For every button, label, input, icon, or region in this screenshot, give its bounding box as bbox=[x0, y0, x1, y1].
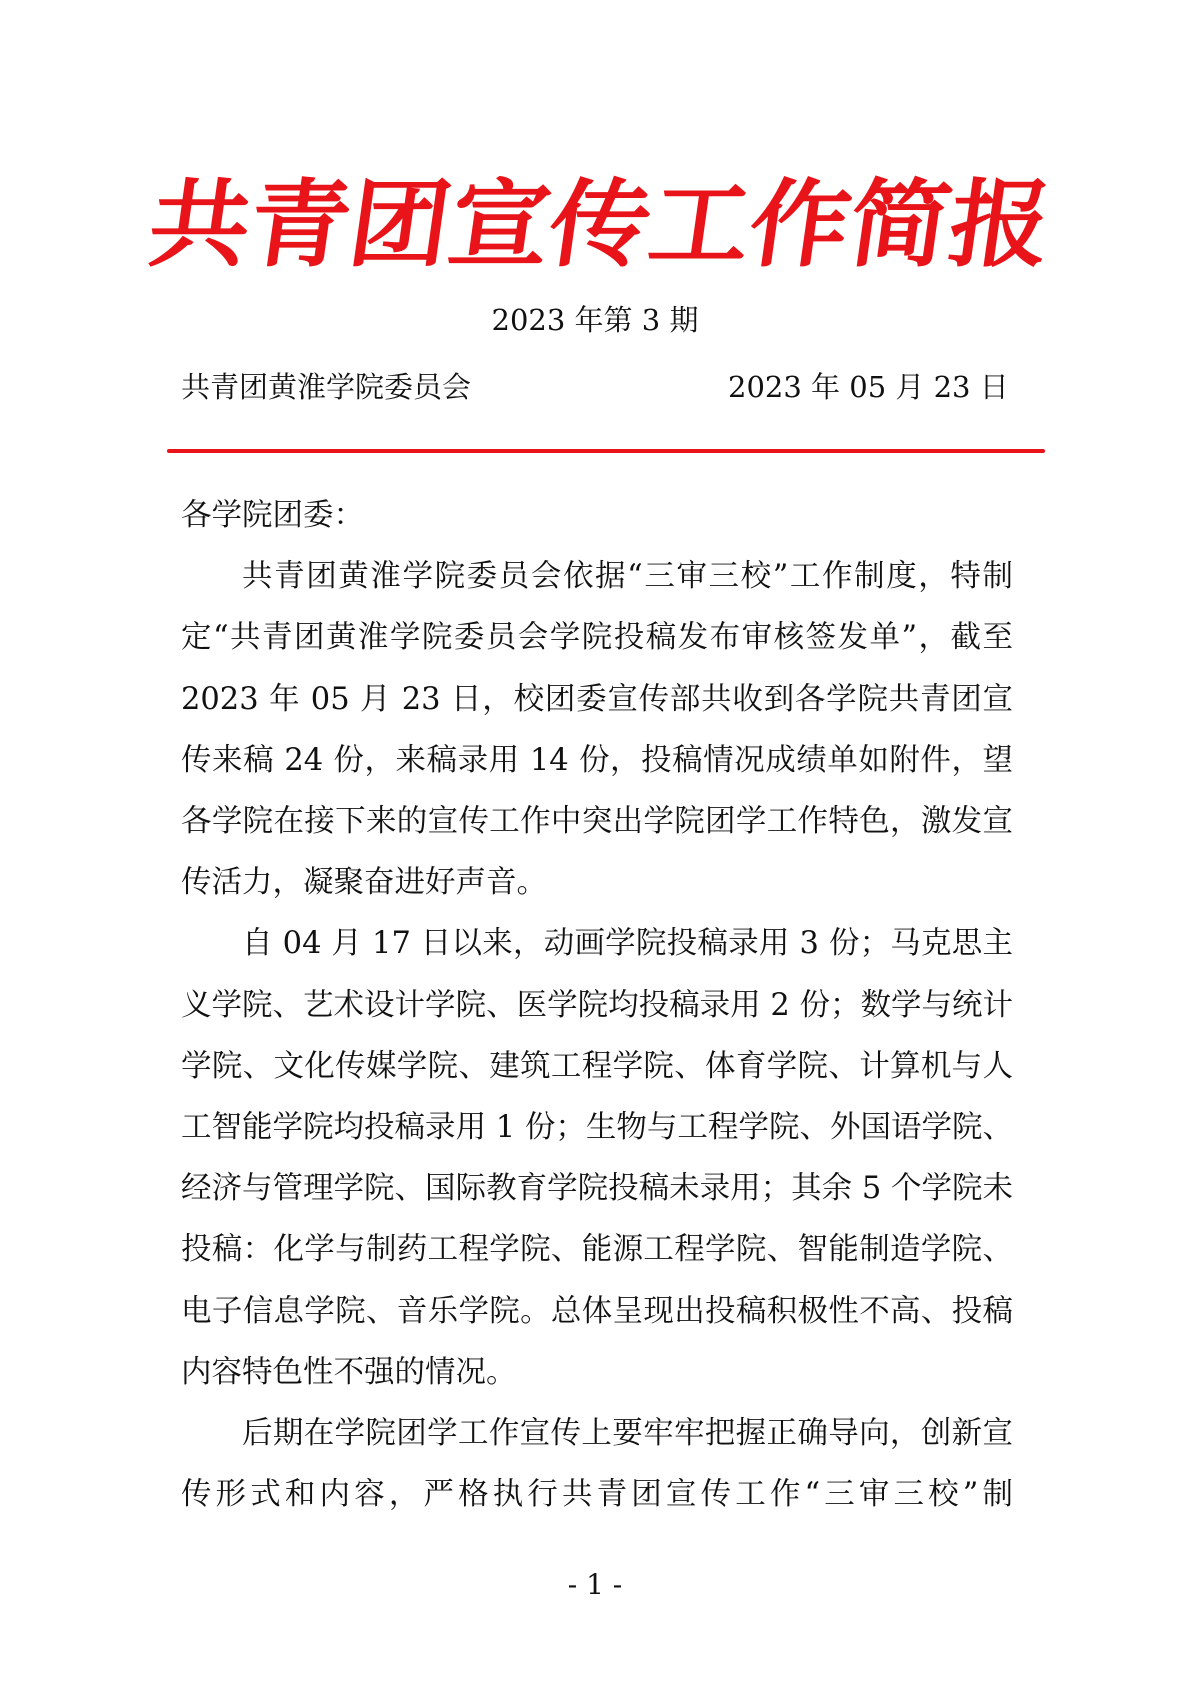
issuer-name: 共青团黄淮学院委员会 bbox=[181, 370, 472, 404]
masthead-char: 作 bbox=[742, 168, 858, 281]
page-number: - 1 - bbox=[567, 1568, 623, 1601]
masthead-title bbox=[142, 150, 1058, 300]
masthead-char: 共 bbox=[142, 168, 258, 281]
masthead-char: 传 bbox=[542, 168, 658, 281]
masthead-char: 青 bbox=[242, 168, 358, 281]
paragraph: 共青团黄淮学院委员会依据“三审三校”工作制度，特制定“共青团黄淮学院委员会学院投稿发布审核签发单”，截至 2023 年 05 月 23 日，校团委宣传部共收到各学院共青团宣传来稿 24 份，来稿录用 14 份，投稿情况成绩单如附件，望各学院在接下来的宣传工作中突出学院团学工作特色，激发宣传活力，凝聚奋进好声音。 bbox=[181, 559, 1013, 901]
issue-date: 2023 年 05 月 23 日 bbox=[728, 370, 1009, 404]
salutation: 各学院团委： bbox=[181, 498, 364, 533]
red-divider bbox=[167, 449, 1045, 453]
masthead-char: 工 bbox=[642, 168, 758, 281]
paragraph: 后期在学院团学工作宣传上要牢牢把握正确导向，创新宣传形式和内容，严格执行共青团宣传工作“三审三校”制 bbox=[181, 1416, 1013, 1513]
masthead-char: 团 bbox=[342, 168, 458, 281]
masthead-char: 简 bbox=[842, 168, 958, 281]
masthead-char: 报 bbox=[942, 168, 1058, 281]
issue-number: 2023 年第 3 期 bbox=[491, 303, 699, 337]
paragraph: 自 04 月 17 日以来，动画学院投稿录用 3 份；马克思主义学院、艺术设计学院、医学院均投稿录用 2 份；数学与统计学院、文化传媒学院、建筑工程学院、体育学院、计算机与人工智能学院均投稿录用 1 份；生物与工程学院、外国语学院、经济与管理学院、国际教育学院投稿未录用；其余 5 个学院未投稿：化学与制药工程学院、能源工程学院、智能制造学院、电子信息学院、音乐学院。总体呈现出投稿积极性不高、投稿内容特色性不强的情况。 bbox=[181, 926, 1013, 1390]
masthead-char: 宣 bbox=[442, 168, 558, 281]
body-text bbox=[181, 485, 1013, 1525]
